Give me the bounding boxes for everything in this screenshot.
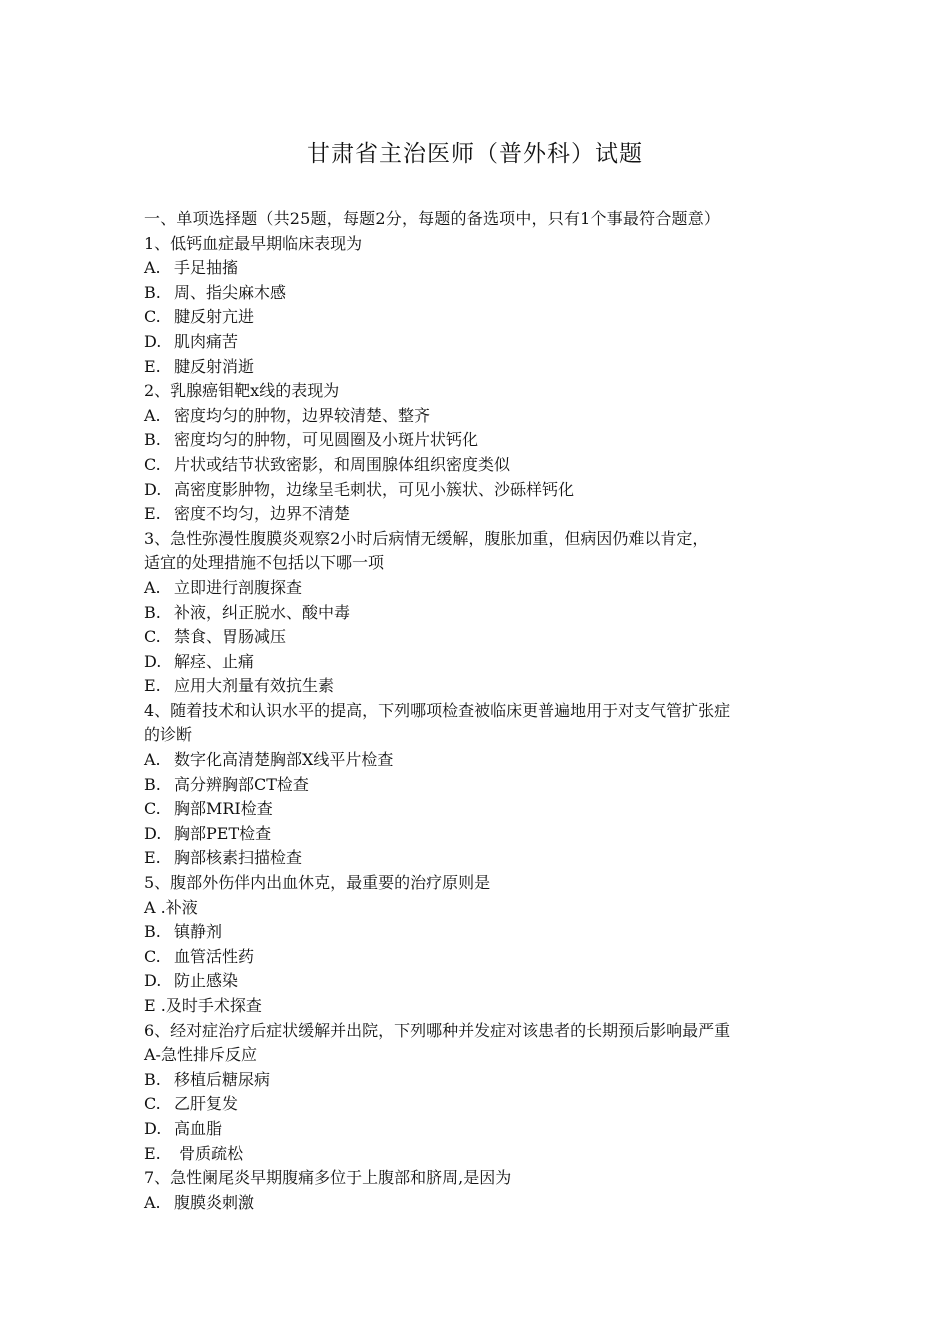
- option-letter: B.: [144, 602, 161, 622]
- answer-option: [144, 945, 824, 970]
- answer-option: [144, 797, 824, 822]
- answer-option: [144, 355, 824, 380]
- option-text: 镇静剂: [174, 922, 223, 942]
- option-letter: E.: [144, 504, 161, 524]
- option-letter: B.: [144, 430, 161, 450]
- option-letter: C.: [144, 799, 161, 819]
- answer-option: [144, 748, 824, 773]
- section-heading: 一、单项选择题（共25题，每题2分，每题的备选项中，只有1个事最符合题意）: [144, 209, 721, 228]
- option-letter: A.: [144, 258, 161, 278]
- option-text: 立即进行剖腹探查: [174, 577, 303, 597]
- answer-option: [144, 1043, 824, 1068]
- answer-option: [144, 478, 824, 503]
- answer-option: [144, 773, 824, 798]
- question-stem: 5、腹部外伤伴内出血休克，最重要的治疗原则是: [144, 873, 491, 893]
- answer-option: [144, 674, 824, 699]
- option-letter: D.: [144, 651, 162, 671]
- answer-option: [144, 625, 824, 650]
- answer-option: [144, 256, 824, 281]
- option-text: 肌肉痛苦: [174, 331, 239, 351]
- answer-option: [144, 428, 824, 453]
- option-letter: B.: [144, 1069, 161, 1089]
- option-letter: D.: [144, 1118, 162, 1138]
- answer-option: [144, 1092, 824, 1117]
- answer-option: [144, 453, 824, 478]
- option-text: 补液，纠正脱水、酸中毒: [174, 602, 351, 622]
- option-letter: D.: [144, 331, 162, 351]
- option-letter: E.: [144, 1143, 161, 1163]
- option-letter: B.: [144, 922, 161, 942]
- option-text: 解痉、止痛: [174, 651, 255, 671]
- answer-option: [144, 994, 824, 1019]
- option-text: 腱反射消逝: [174, 356, 255, 376]
- answer-option: [144, 1191, 824, 1216]
- option-text: 应用大剂量有效抗生素: [174, 676, 335, 696]
- answer-option: [144, 1068, 824, 1093]
- question-stem: 1、低钙血症最早期临床表现为: [144, 233, 363, 253]
- option-text: 密度均匀的肿物，边界较清楚、整齐: [174, 405, 431, 425]
- option-text: E .及时手术探查: [144, 996, 262, 1015]
- answer-option: [144, 281, 824, 306]
- answer-option: [144, 896, 824, 921]
- option-text: 防止感染: [174, 971, 239, 991]
- option-text: 高血脂: [174, 1118, 223, 1138]
- option-text: 腹膜炎刺激: [174, 1192, 255, 1212]
- option-letter: E.: [144, 676, 161, 696]
- question-stem: 6、经对症治疗后症状缓解并出院，下列哪种并发症对该患者的长期预后影响最严重: [144, 1020, 731, 1040]
- option-text: 片状或结节状致密影，和周围腺体组织密度类似: [174, 454, 511, 474]
- option-text: 移植后糖尿病: [174, 1069, 271, 1089]
- option-text: 高密度影肿物，边缘呈毛刺状，可见小簇状、沙砾样钙化: [174, 479, 575, 499]
- option-letter: B.: [144, 282, 161, 302]
- option-letter: D.: [144, 971, 162, 991]
- answer-option: [144, 822, 824, 847]
- question-list: [144, 207, 824, 1215]
- question-stem: 7、急性阑尾炎早期腹痛多位于上腹部和脐周,是因为: [144, 1168, 512, 1188]
- option-letter: C.: [144, 627, 161, 647]
- question-stem: 2、乳腺癌钼靶x线的表现为: [144, 381, 340, 401]
- option-text: 周、指尖麻木感: [174, 282, 287, 302]
- option-text: 密度不均匀，边界不清楚: [174, 504, 351, 524]
- answer-option: [144, 305, 824, 330]
- option-letter: E.: [144, 848, 161, 868]
- answer-option: [144, 969, 824, 994]
- document-title: 甘肃省主治医师（普外科）试题: [307, 141, 643, 167]
- option-text: 乙肝复发: [174, 1094, 239, 1114]
- question-stem: 的诊断: [144, 725, 193, 745]
- option-letter: C.: [144, 454, 161, 474]
- option-letter: B.: [144, 774, 161, 794]
- option-letter: C.: [144, 307, 161, 327]
- answer-option: [144, 404, 824, 429]
- option-letter: A.: [144, 405, 161, 425]
- option-text: 禁食、胃肠减压: [174, 627, 287, 647]
- option-text: 高分辨胸部CT检查: [174, 774, 309, 794]
- answer-option: [144, 1142, 824, 1167]
- answer-option: [144, 502, 824, 527]
- option-text: 骨质疏松: [174, 1143, 244, 1163]
- question-stem: 适宜的处理措施不包括以下哪一项: [144, 553, 385, 573]
- option-letter: D.: [144, 823, 162, 843]
- option-text: 手足抽搐: [174, 258, 239, 278]
- answer-option: [144, 601, 824, 626]
- option-letter: E.: [144, 356, 161, 376]
- option-text: 血管活性药: [174, 946, 255, 966]
- question-stem: 3、急性弥漫性腹膜炎观察2小时后病情无缓解，腹胀加重，但病因仍难以肯定，: [144, 528, 709, 548]
- option-text: 数字化高清楚胸部X线平片检查: [174, 750, 394, 770]
- answer-option: [144, 920, 824, 945]
- option-text: A .补液: [144, 897, 198, 917]
- option-text: 胸部MRI检查: [174, 799, 273, 819]
- option-text: 密度均匀的肿物，可见圆圈及小斑片状钙化: [174, 430, 479, 450]
- answer-option: [144, 650, 824, 675]
- option-text: 胸部PET检查: [174, 823, 272, 843]
- answer-option: [144, 1117, 824, 1142]
- question-stem: 4、随着技术和认识水平的提高，下列哪项检查被临床更普遍地用于对支气管扩张症: [144, 700, 731, 720]
- option-letter: C.: [144, 1094, 161, 1114]
- option-letter: C.: [144, 946, 161, 966]
- option-letter: A.: [144, 750, 161, 770]
- option-text: 腱反射亢进: [174, 307, 255, 327]
- option-letter: A.: [144, 577, 161, 597]
- answer-option: [144, 330, 824, 355]
- option-text: 胸部核素扫描检查: [174, 848, 303, 868]
- option-letter: D.: [144, 479, 162, 499]
- answer-option: [144, 576, 824, 601]
- option-letter: A.: [144, 1192, 161, 1212]
- answer-option: [144, 846, 824, 871]
- option-text: A-急性排斥反应: [144, 1045, 257, 1065]
